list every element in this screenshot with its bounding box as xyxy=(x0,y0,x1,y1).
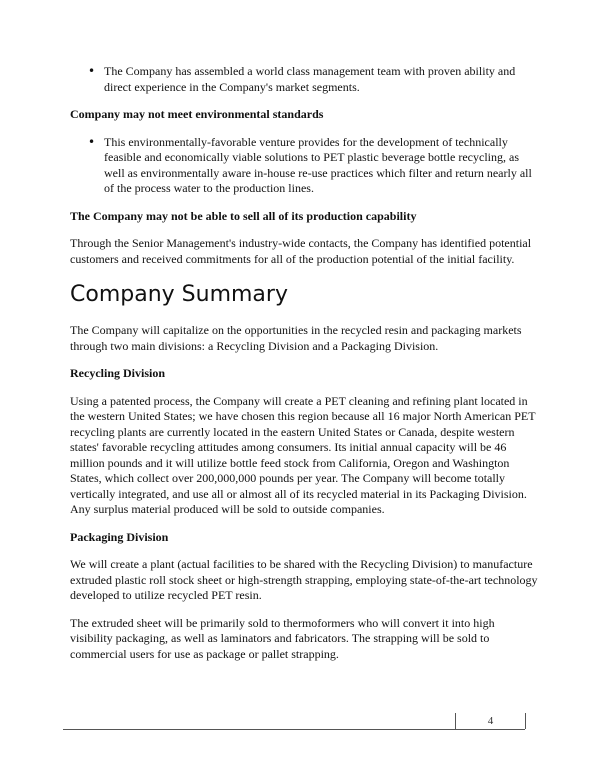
heading-packaging-division: Packaging Division xyxy=(70,529,169,544)
bullet-management-team: • The Company has assembled a world class management team with proven ability and direct experience in the Company's market segments. xyxy=(70,64,540,95)
bullet-environmental-venture: • This environmentally-favorable venture provides for the development of technically feasible and economically viable solutions to PET plastic beverage bottle recycling, as well as environmentally aware in-house re-use practices which filter and return nearly all of the process water to the production lines. xyxy=(70,135,540,197)
paragraph-packaging-division-1: We will create a plant (actual facilities to be shared with the Recycling Division) to manufacture extruded plastic roll stock sheet or high-strength strapping, employing state-of-the-art technology developed to utilize recycled PET resin. xyxy=(70,557,538,602)
heading-production-capability: The Company may not be able to sell all of its production capability xyxy=(70,208,417,223)
paragraph-packaging-division-2: The extruded sheet will be primarily sold to thermoformers who will convert it into high visibility packaging, as well as laminators and fabricators. The strapping will be sold to commercial users for use as package or pallet strapping. xyxy=(70,615,495,661)
page-content xyxy=(70,64,540,662)
heading-recycling-division: Recycling Division xyxy=(70,366,165,380)
section-title-company-summary: Company Summary xyxy=(70,282,288,307)
heading-environmental-standards: Company may not meet environmental standards xyxy=(70,107,324,121)
paragraph-production-capability: Through the Senior Management's industry-wide contacts, the Company has identified potential customers and received commitments for all of the production potential of the initial facility. xyxy=(70,236,532,266)
paragraph-recycling-division: Using a patented process, the Company will create a PET cleaning and refining plant located in the western United States; we have chosen this region because all 16 major North American PET recycling plants are currently located in the eastern United States or Canada, despite western states' favorable recycling attitudes among consumers. Its initial annual capacity will be 46 million pounds and it will utilize bottle feed stock from California, Oregon and Washington States, which collect over 200,000,000 pounds per year. The Company will become totally vertically integrated, and use all or almost all of its recycled material in its Packaging Division. Any surplus material produced will be sold to outside companies. xyxy=(70,393,536,516)
page-number: 4 xyxy=(487,715,494,727)
footer-rule xyxy=(63,729,525,730)
page-number-box xyxy=(455,713,526,729)
paragraph-company-summary: The Company will capitalize on the opportunities in the recycled resin and packaging markets through two main divisions: a Recycling Division and a Packaging Division. xyxy=(70,323,522,353)
